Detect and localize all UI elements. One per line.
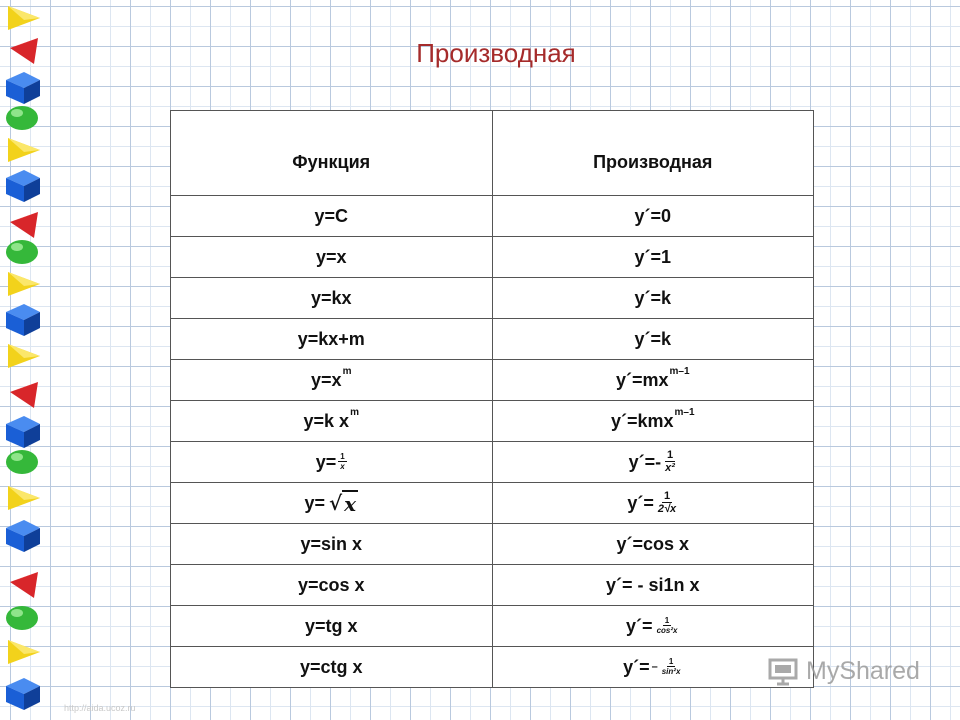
numerator: 1: [668, 657, 674, 666]
derivative-text: y´=k: [634, 328, 672, 349]
table-row: [171, 196, 814, 237]
exponent: m: [342, 365, 352, 377]
page-title: Производная: [416, 38, 576, 68]
shape-red-pyramid: [10, 382, 38, 408]
derivative-cell: [492, 278, 814, 319]
radicand: x: [344, 492, 357, 516]
function-text: y=C: [314, 205, 349, 226]
table-row: [171, 606, 814, 647]
table-row: [171, 360, 814, 401]
shape-green-ball: [6, 450, 38, 474]
shape-blue-cube: [6, 304, 40, 336]
derivative-cell: [492, 524, 814, 565]
derivative-text: y´=: [627, 492, 654, 513]
exponent: m–1: [669, 365, 690, 377]
function-cell: [171, 606, 493, 647]
function-cell: [171, 319, 493, 360]
function-cell: [171, 237, 493, 278]
table-row: [171, 647, 814, 688]
derivatives-table: [170, 110, 814, 688]
table-row: [171, 524, 814, 565]
function-cell: [171, 483, 493, 524]
shape-yellow-triangle: [8, 640, 40, 664]
derivative-text: y´=cos x: [616, 533, 690, 554]
table-row: [171, 278, 814, 319]
derivative-cell: [492, 565, 814, 606]
function-cell: [171, 565, 493, 606]
shape-yellow-triangle: [8, 272, 40, 296]
header-function: Функция: [171, 111, 493, 196]
derivative-cell: [492, 647, 814, 688]
table-row: [171, 237, 814, 278]
denominator: x: [340, 462, 345, 471]
derivative-text: y´= - si1n x: [605, 574, 700, 595]
denominator: x²: [665, 462, 675, 474]
shape-green-ball: [6, 606, 38, 630]
table-row: [171, 565, 814, 606]
derivative-text: y´=mx: [615, 369, 669, 390]
function-cell: [171, 401, 493, 442]
shape-blue-cube: [6, 416, 40, 448]
table-row: [171, 442, 814, 483]
denominator: 2√x: [657, 503, 677, 515]
derivative-cell: [492, 319, 814, 360]
fraction: [338, 453, 346, 471]
function-text: y=k x: [303, 410, 350, 431]
shape-blue-cube: [6, 72, 40, 104]
derivative-cell: [492, 483, 814, 524]
exponent: m: [350, 406, 359, 418]
fraction: [656, 491, 678, 515]
shape-yellow-triangle: [8, 486, 40, 510]
exponent: m–1: [674, 406, 695, 418]
fraction: [660, 658, 683, 676]
shape-green-ball: [6, 240, 38, 264]
derivative-cell: [492, 196, 814, 237]
watermark: [768, 656, 920, 686]
derivative-cell: [492, 237, 814, 278]
shape-yellow-triangle: [8, 138, 40, 162]
decorative-shapes-strip: [0, 0, 46, 720]
derivative-cell: [492, 360, 814, 401]
table-row: [171, 483, 814, 524]
function-cell: [171, 647, 493, 688]
shape-red-pyramid: [10, 572, 38, 598]
table-header-row: [171, 111, 814, 196]
numerator: 1: [666, 449, 674, 461]
numerator: 1: [664, 616, 670, 625]
derivative-cell: [492, 401, 814, 442]
derivative-text: y´=: [623, 656, 650, 677]
function-text: y=x: [315, 246, 347, 267]
derivative-cell: [492, 606, 814, 647]
function-text: y=kx+m: [297, 328, 365, 349]
shape-red-pyramid: [10, 212, 38, 238]
header-derivative: Производная: [492, 111, 814, 196]
shape-yellow-triangle: [8, 6, 40, 30]
function-text: y=: [304, 492, 325, 513]
watermark-text: MyShared: [806, 656, 920, 685]
source-url: http://aida.ucoz.ru: [64, 703, 136, 713]
derivative-text: y´=: [626, 615, 653, 636]
shape-blue-cube: [6, 170, 40, 202]
function-cell: [171, 278, 493, 319]
table-row: [171, 401, 814, 442]
function-cell: [171, 524, 493, 565]
shape-blue-cube: [6, 678, 40, 710]
denominator: cos²x: [656, 626, 678, 635]
numerator: 1: [340, 452, 345, 461]
function-text: y=kx: [310, 287, 352, 308]
function-text: y=cos x: [297, 574, 365, 595]
function-text: y=tg x: [304, 615, 358, 636]
numerator: 1: [663, 490, 671, 502]
function-text: y=ctg x: [299, 656, 363, 677]
fraction: [663, 450, 677, 474]
shape-blue-cube: [6, 520, 40, 552]
derivative-text: y´=-: [628, 451, 662, 472]
function-cell: [171, 442, 493, 483]
denominator: sin²x: [661, 667, 681, 676]
derivative-text: y´=0: [634, 205, 672, 226]
fraction: [655, 617, 680, 635]
derivative-text: y´=kmx: [610, 410, 674, 431]
shape-yellow-triangle: [8, 344, 40, 368]
function-text: y=x: [311, 369, 342, 390]
minus-sign: –: [651, 661, 658, 673]
function-text: y=sin x: [300, 533, 363, 554]
radical-sign: √: [328, 491, 343, 515]
derivative-cell: [492, 442, 814, 483]
derivative-text: y´=1: [634, 246, 672, 267]
function-text: y=: [315, 451, 337, 472]
table-row: [171, 319, 814, 360]
presentation-icon: [768, 656, 802, 686]
shape-green-ball: [6, 106, 38, 130]
derivative-text: y´=k: [634, 287, 672, 308]
function-cell: [171, 360, 493, 401]
function-cell: [171, 196, 493, 237]
square-root: [329, 490, 358, 516]
